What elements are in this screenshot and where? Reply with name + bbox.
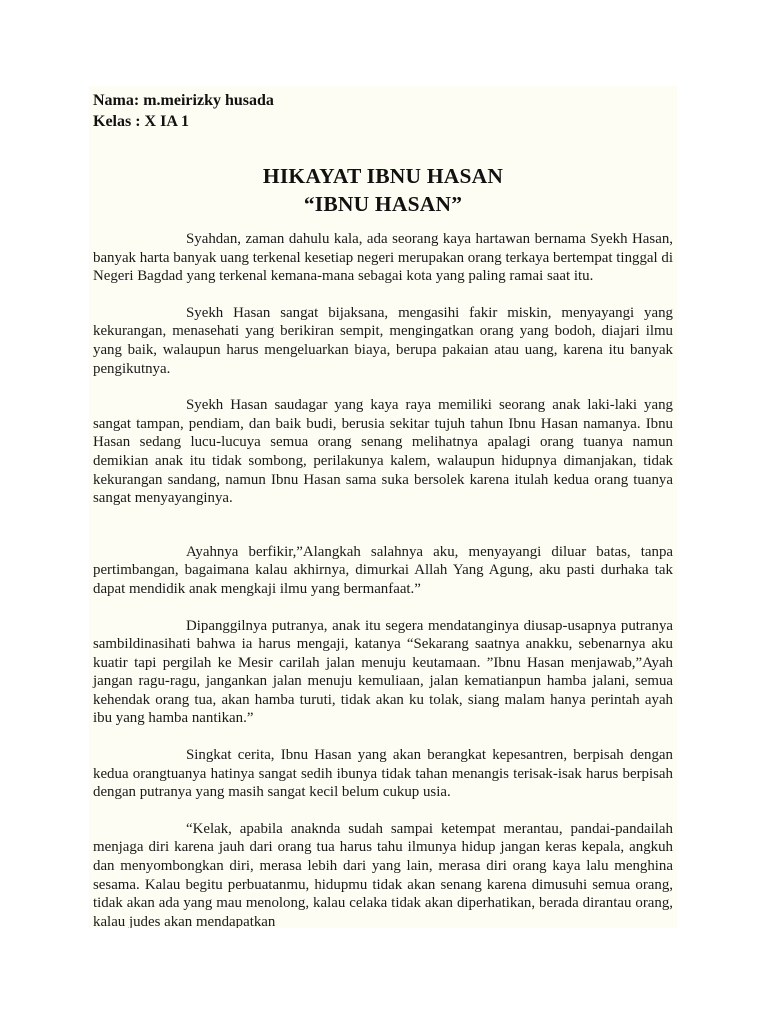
document-page bbox=[89, 86, 677, 928]
student-name: Nama: m.meirizky husada bbox=[93, 92, 274, 109]
title-sub: “IBNU HASAN” bbox=[303, 192, 463, 216]
paragraph-1: Syahdan, zaman dahulu kala, ada seorang kaya hartawan bernama Syekh Hasan, banyak harta banyak uang terkenal kesetiap negeri merupakan orang terkaya bertempat tinggal di Negeri Bagdad yang terkenal kemana-mana sebagai kota yang paling ramai saat itu. bbox=[93, 231, 673, 285]
paragraph-2: Syekh Hasan sangat bijaksana, mengasihi fakir miskin, menyayangi yang kekurangan, menasehati yang berikiran sempit, mengingatkan orang yang bodoh, diajari ilmu yang baik, walaupun harus mengeluarkan biaya, berupa pakaian atau uang, karena itu banyak pengikutnya. bbox=[93, 304, 673, 377]
document-content bbox=[93, 90, 673, 928]
paragraph-7: “Kelak, apabila anaknda sudah sampai ketempat merantau, pandai-pandailah menjaga diri karena jauh dari orang tua harus tahu ilmunya hidup jangan keras kepala, angkuh dan menyombongkan diri, merasa lebih dari yang lain, merasa diri orang kaya lalu menghina sesama. Kalau begitu perbuatanmu, hidupmu tidak akan senang karena dimusuhi semua orang, tidak akan ada yang mau menolong, kalau celaka tidak akan diperhatikan, berada dirantau orang, kalau judes akan mendapatkan bbox=[93, 820, 673, 928]
paragraph-3: Syekh Hasan saudagar yang kaya raya memiliki seorang anak laki-laki yang sangat tampan, pendiam, dan baik budi, berusia sekitar tujuh tahun Ibnu Hasan namanya. Ibnu Hasan sedang lucu-lucuya semua orang senang melihatnya apalagi orang tuanya namun demikian anak itu tidak sombong, perilakunya kalem, walaupun hidupnya dimanjakan, tidak kekurangan sandang, namun Ibnu Hasan sama suka bersolek karena itulah kedua orang tuanya sangat menyayanginya. bbox=[93, 397, 673, 507]
document-title bbox=[93, 162, 673, 218]
title-main: HIKAYAT IBNU HASAN bbox=[262, 164, 504, 188]
paragraph-4: Ayahnya berfikir,”Alangkah salahnya aku, menyayangi diluar batas, tanpa pertimbangan, bagaimana kalau akhirnya, dimurkai Allah Yang Agung, aku pasti durhaka tak dapat mendidik anak mengkaji ilmu yang bermanfaat.” bbox=[93, 543, 673, 597]
paragraph-5: Dipanggilnya putranya, anak itu segera mendatanginya diusap-usapnya putranya sambildinasihati bahwa ia harus mengaji, katanya “Sekarang saatnya anakku, sebenarnya aku kuatir tapi pergilah ke Mesir carilah jalan menuju keutamaan. ”Ibnu Hasan menjawab,”Ayah jangan ragu-ragu, jangankan jalan menuju kemuliaan, jalan kematianpun hamba jalani, semua kehendak orang tua, akan hamba turuti, tidak akan ku tolak, siang malam hanya perintah ayah ibu yang hamba nantikan.” bbox=[93, 617, 673, 727]
student-class: Kelas : X IA 1 bbox=[93, 113, 189, 130]
paragraph-6: Singkat cerita, Ibnu Hasan yang akan berangkat kepesantren, berpisah dengan kedua orangtuanya hatinya sangat sedih ibunya tidak tahan menangis terisak-isak harus berpisah dengan putranya yang masih sangat kecil belum cukup usia. bbox=[93, 747, 673, 801]
